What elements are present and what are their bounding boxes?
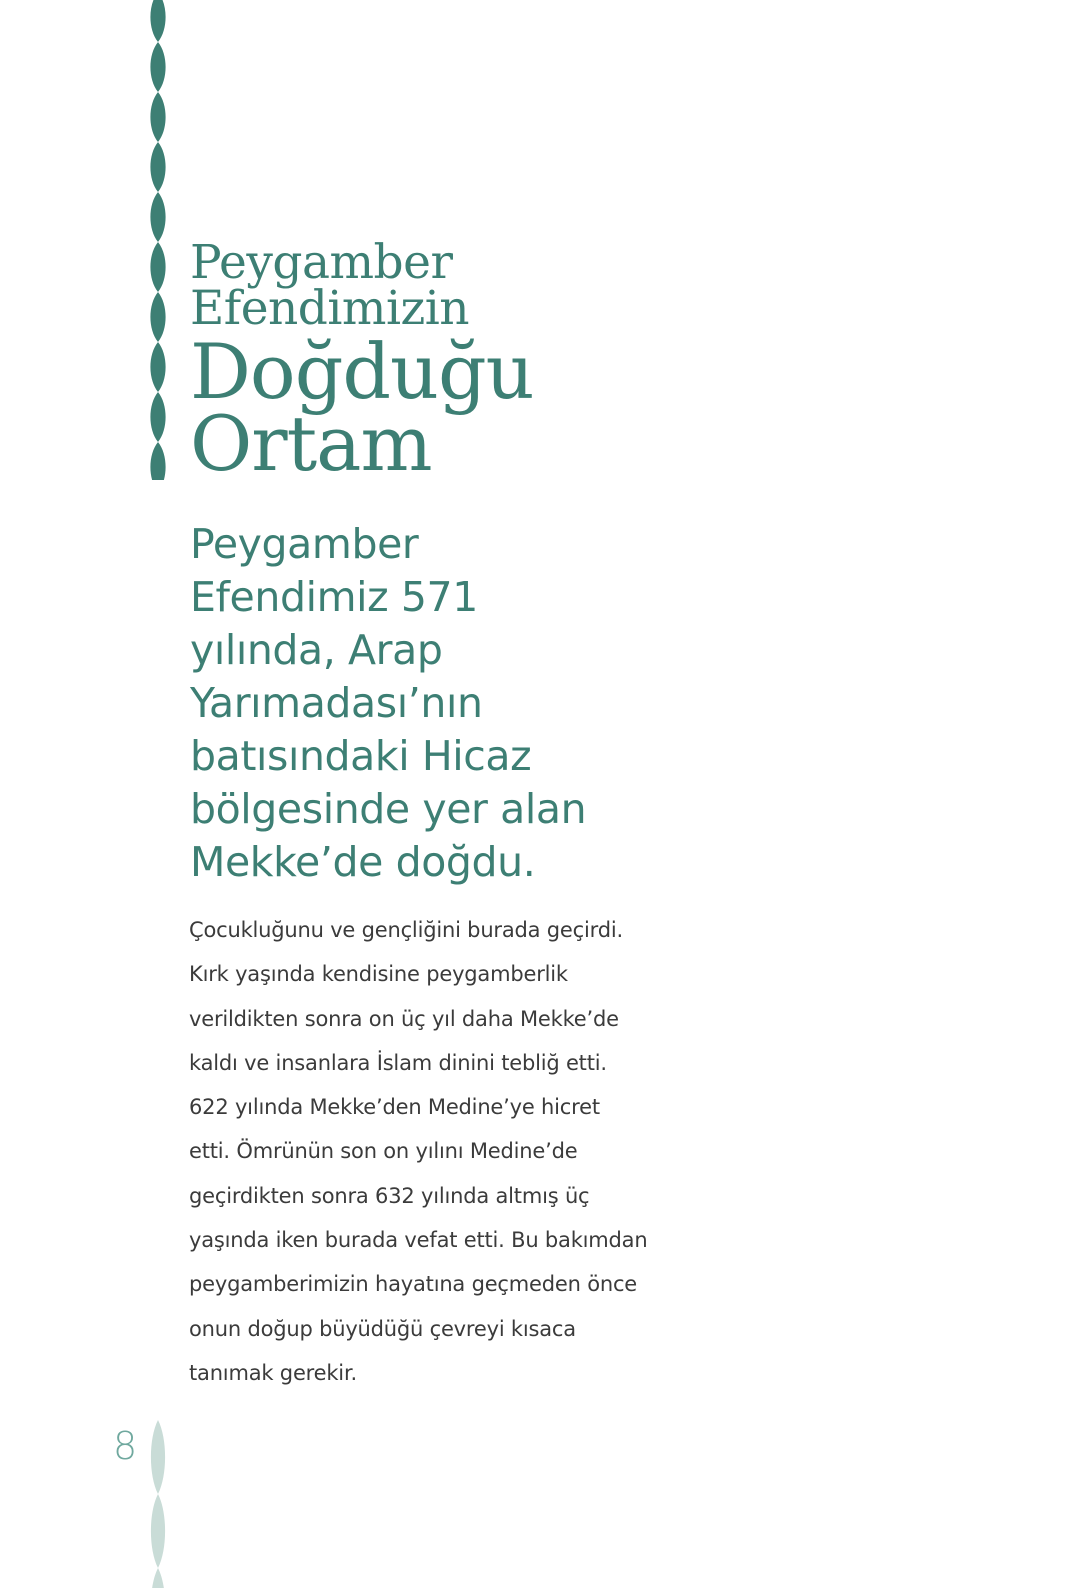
body-line: geçirdikten sonra 632 yılında altmış üç xyxy=(189,1183,590,1208)
wave-ornament-light-icon xyxy=(147,1420,169,1588)
lead-paragraph xyxy=(190,518,650,889)
chapter-title xyxy=(190,235,534,488)
body-line: verildikten sonra on üç yıl daha Mekke’de xyxy=(189,1006,619,1031)
body-line: kaldı ve insanlara İslam dinini tebliğ etti. xyxy=(189,1050,607,1075)
body-line: Kırk yaşında kendisine peygamberlik xyxy=(189,962,568,987)
title-line-3: Doğduğu xyxy=(190,327,534,416)
title-line-1: Peygamber xyxy=(190,235,453,290)
lead-line: Peygamber xyxy=(190,520,419,568)
body-line: 622 yılında Mekke’den Medine’ye hicret xyxy=(189,1095,600,1120)
page-number: 8 xyxy=(113,1424,138,1468)
body-line: Çocukluğunu ve gençliğini burada geçirdi. xyxy=(189,918,623,942)
lead-line: Efendimiz 571 xyxy=(190,573,478,621)
lead-line: bölgesinde yer alan xyxy=(190,785,587,833)
title-line-4: Ortam xyxy=(190,399,432,488)
wave-ornament-icon xyxy=(147,0,169,480)
body-paragraph xyxy=(189,908,709,1395)
body-line: onun doğup büyüdüğü çevreyi kısaca xyxy=(189,1316,576,1341)
body-line: peygamberimizin hayatına geçmeden önce xyxy=(189,1272,638,1297)
lead-line: Mekke’de doğdu. xyxy=(190,838,536,886)
body-line: yaşında iken burada vefat etti. Bu bakımdan xyxy=(189,1228,648,1253)
lead-line: Yarımadası’nın xyxy=(190,679,483,727)
lead-line: batısındaki Hicaz xyxy=(190,732,532,780)
body-line: tanımak gerekir. xyxy=(189,1360,357,1385)
body-line: etti. Ömrünün son on yılını Medine’de xyxy=(189,1139,578,1164)
title-line-2: Efendimizin xyxy=(190,281,470,336)
lead-line: yılında, Arap xyxy=(190,626,443,674)
